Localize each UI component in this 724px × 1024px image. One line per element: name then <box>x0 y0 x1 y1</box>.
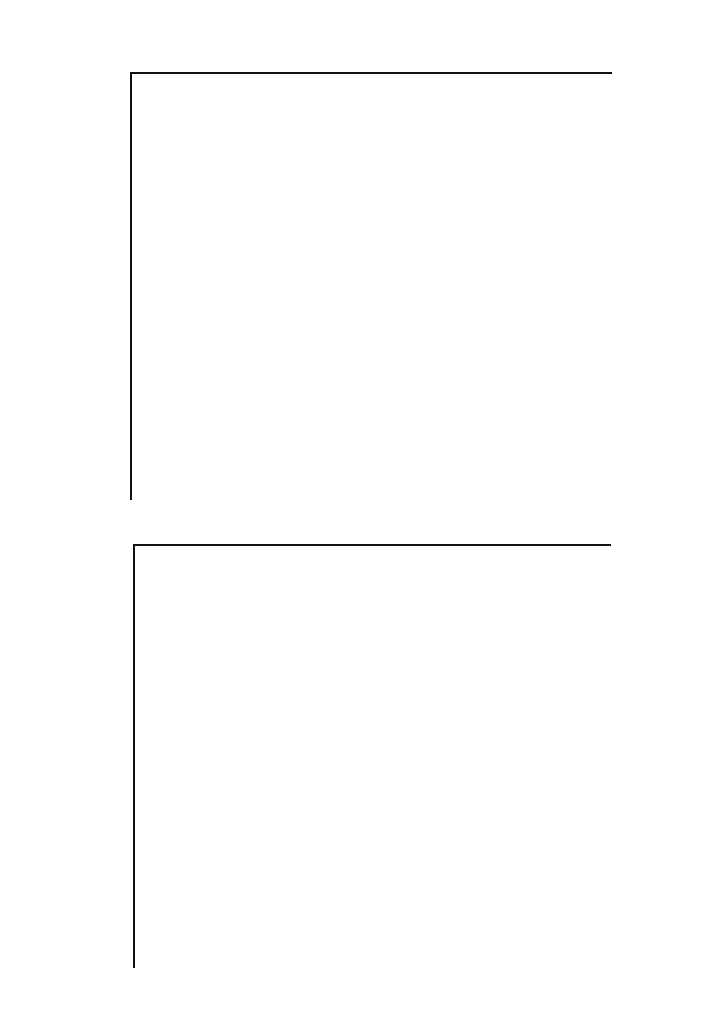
number-chart-with-words <box>130 72 612 500</box>
number-chart-plain <box>133 544 611 968</box>
